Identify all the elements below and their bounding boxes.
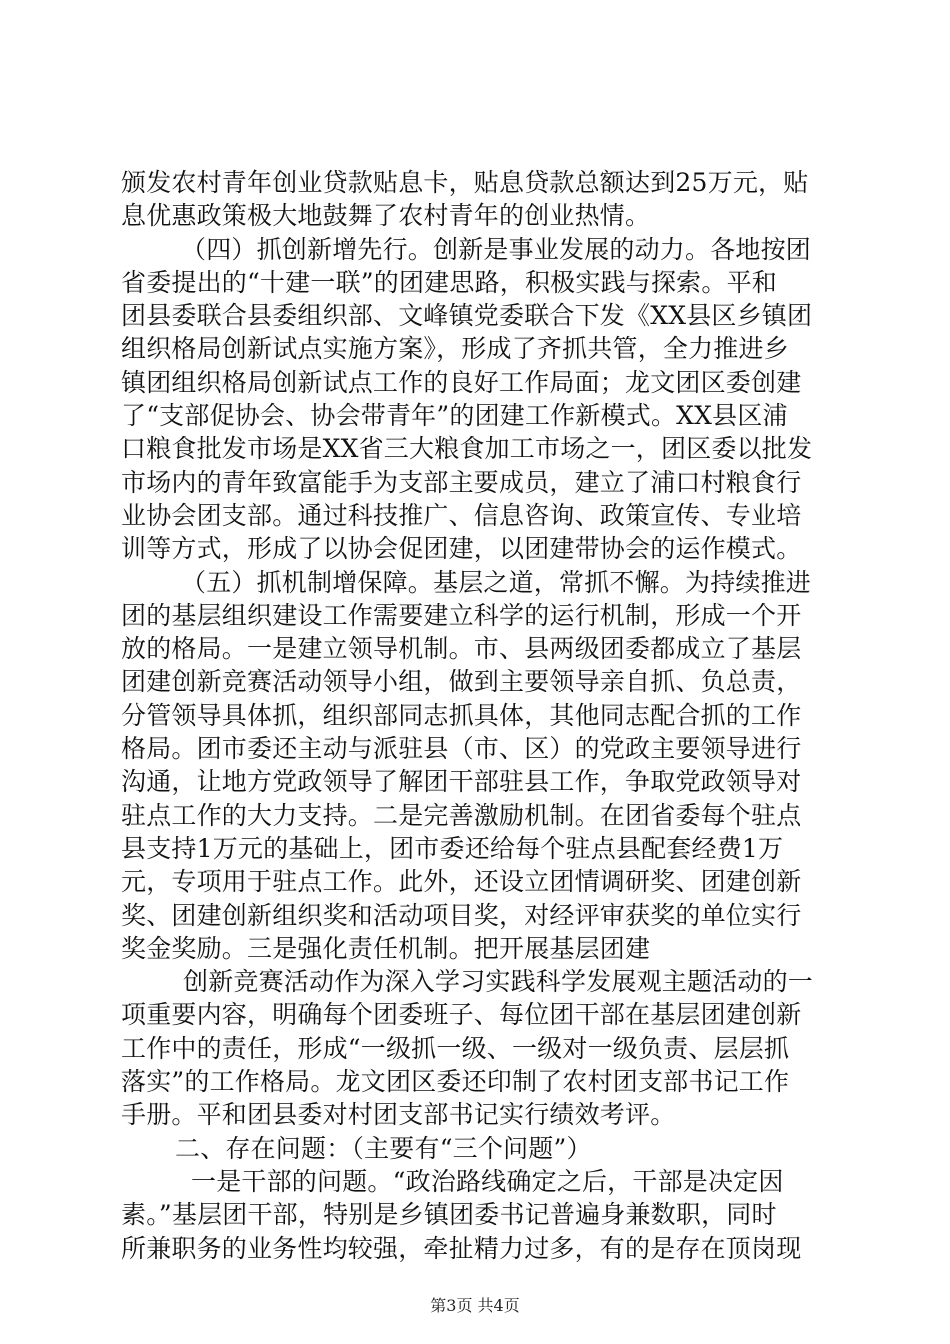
text-line: 所兼职务的业务性均较强，牵扯精力过多，有的是存在顶岗现: [121, 1233, 802, 1263]
text-line: 素。”基层团干部，特别是乡镇团委书记普遍身兼数职，同时: [121, 1200, 777, 1230]
text-line: 团县委联合县委组织部、文峰镇党委联合下发《XX县区乡镇团: [121, 301, 813, 331]
text-line: （五）抓机制增保障。基层之道，常抓不懈。为持续推进: [181, 567, 812, 597]
text-line: 颁发农村青年创业贷款贴息卡，贴息贷款总额达到25万元，贴: [121, 168, 809, 197]
text-line: （四）抓创新增先行。创新是事业发展的动力。各地按团: [181, 234, 812, 264]
text-line: 训等方式，形成了以协会促团建，以团建带协会的运作模式。: [121, 534, 802, 564]
text-line: 手册。平和团县委对村团支部书记实行绩效考评。: [121, 1100, 676, 1130]
text-line: 元，专项用于驻点工作。此外，还设立团情调研奖、团建创新: [121, 867, 802, 897]
text-line: 项重要内容，明确每个团委班子、每位团干部在基层团建创新: [121, 1000, 802, 1030]
text-line: 团建创新竞赛活动领导小组，做到主要领导亲自抓、负总责，: [121, 667, 802, 697]
text-line: 息优惠政策极大地鼓舞了农村青年的创业热情。: [121, 201, 651, 231]
text-line: 市场内的青年致富能手为支部主要成员，建立了浦口村粮食行: [121, 467, 802, 497]
page-footer: 第3页 共4页: [430, 1296, 520, 1315]
text-line: 口粮食批发市场是XX省三大粮食加工市场之一，团区委以批发: [121, 434, 813, 464]
text-line: 格局。团市委还主动与派驻县（市、区）的党政主要领导进行: [121, 734, 802, 764]
text-line: 创新竞赛活动作为深入学习实践科学发展观主题活动的一: [183, 967, 814, 997]
text-line: 了“支部促协会、协会带青年”的团建工作新模式。XX县区浦: [121, 401, 788, 431]
text-line: 组织格局创新试点实施方案》，形成了齐抓共管，全力推进乡: [121, 334, 789, 364]
document-body: [121, 166, 831, 1265]
text-line: 省委提出的“十建一联”的团建思路，积极实践与探索。平和: [121, 267, 777, 297]
text-line: 团的基层组织建设工作需要建立科学的运行机制，形成一个开: [121, 600, 802, 630]
text-line: 分管领导具体抓，组织部同志抓具体，其他同志配合抓的工作: [121, 700, 802, 730]
text-line: 奖金奖励。三是强化责任机制。把开展基层团建: [121, 933, 651, 963]
text-line: 沟通，让地方党政领导了解团干部驻县工作，争取党政领导对: [121, 767, 802, 797]
text-line: 落实”的工作格局。龙文团区委还印制了农村团支部书记工作: [121, 1067, 790, 1097]
text-line: 业协会团支部。通过科技推广、信息咨询、政策宣传、专业培: [121, 500, 802, 530]
text-line: 工作中的责任，形成“一级抓一级、一级对一级负责、层层抓: [121, 1033, 790, 1063]
text-line: 驻点工作的大力支持。二是完善激励机制。在团省委每个驻点: [121, 800, 802, 830]
text-line: 二、存在问题：（主要有“三个问题”）: [175, 1133, 592, 1163]
text-line: 放的格局。一是建立领导机制。市、县两级团委都成立了基层: [121, 634, 802, 664]
text-line: 一是干部的问题。“政治路线确定之后，干部是决定因: [191, 1166, 784, 1196]
text-line: 县支持1万元的基础上，团市委还给每个驻点县配套经费1万: [121, 833, 784, 863]
text-line: 镇团组织格局创新试点工作的良好工作局面；龙文团区委创建: [121, 367, 802, 397]
text-line: 奖、团建创新组织奖和活动项目奖，对经评审获奖的单位实行: [121, 900, 802, 930]
